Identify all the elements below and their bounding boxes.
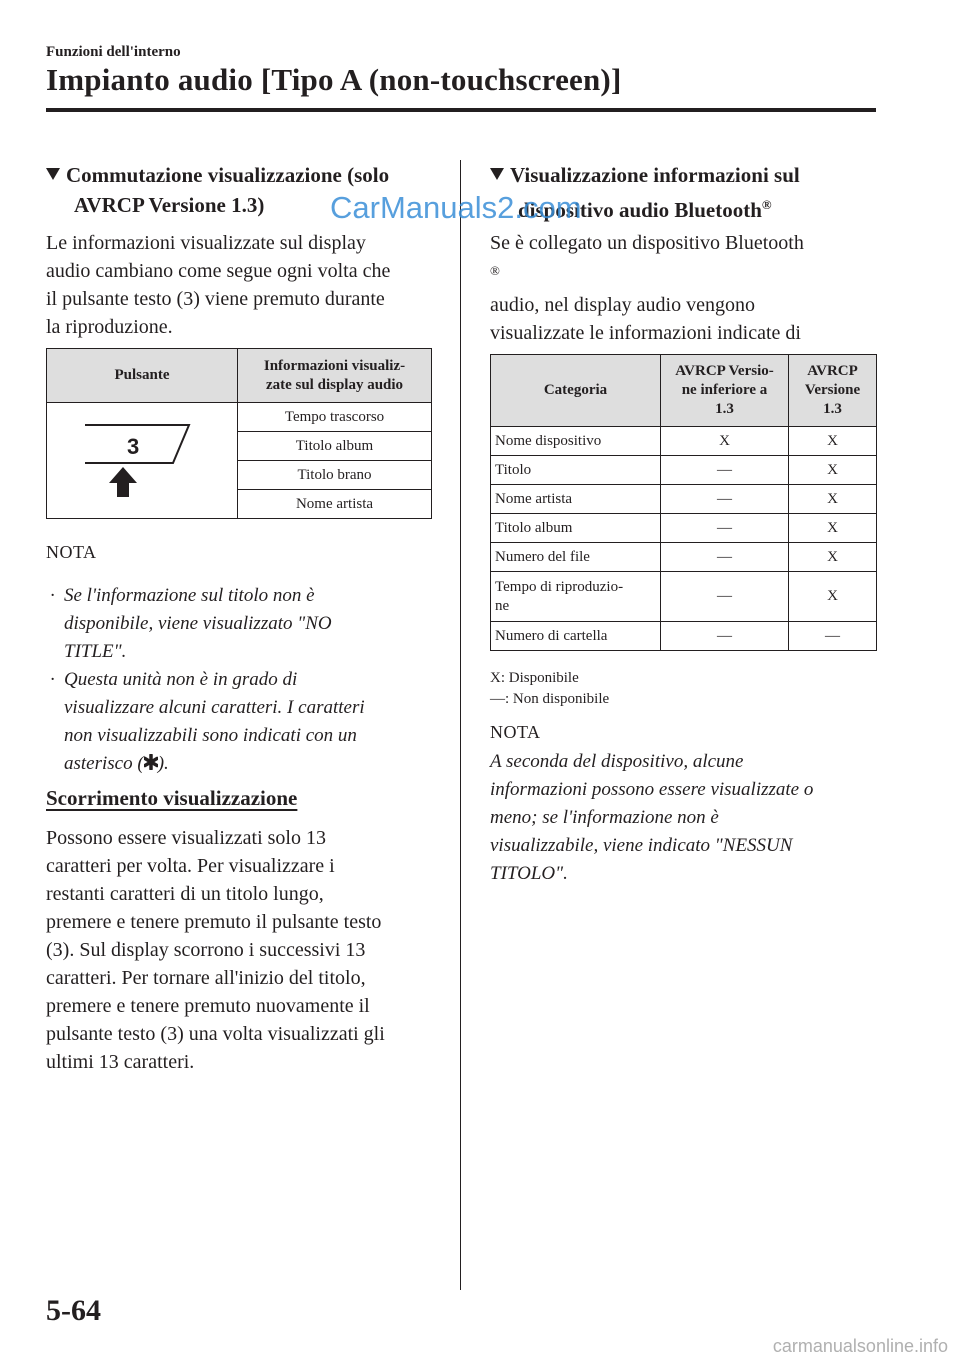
button-illustration-cell [47, 403, 238, 519]
table-cell: — [661, 456, 789, 485]
scroll-text-line: restanti caratteri di un titolo lungo, [46, 883, 324, 905]
table-cell-category: Nome dispositivo [491, 427, 661, 456]
title-rule [46, 108, 876, 112]
scroll-text-line: premere e tenere premuto il pulsante testo [46, 911, 382, 933]
right-intro-line: visualizzate le informazioni indicate di [490, 321, 801, 344]
scroll-text [46, 824, 385, 1076]
right-intro-line [490, 229, 804, 291]
left-intro-line: Le informazioni visualizzate sul display [46, 232, 366, 254]
table-cell: X [789, 485, 877, 514]
table-row [491, 514, 877, 543]
scroll-text-line: caratteri. Per tornare all'inizio del titolo, [46, 967, 366, 989]
nota-line: Se l'informazione sul titolo non è [64, 585, 315, 606]
nota-line: disponibile, viene visualizzato "NO [64, 613, 332, 634]
table-cell: X [789, 427, 877, 456]
scroll-text-line: caratteri per volta. Per visualizzare i [46, 855, 335, 877]
right-intro-line: audio, nel display audio vengono [490, 293, 755, 316]
table-row: Nome artista [238, 490, 432, 519]
nota-line: TITOLO". [490, 863, 568, 884]
right-heading-line1: Visualizzazione informazioni sul [510, 163, 800, 187]
category-line: ne [495, 597, 510, 614]
table-cell: — [661, 485, 789, 514]
asterisk-icon [144, 754, 158, 770]
nota-line [64, 750, 365, 778]
table-cell: X [661, 427, 789, 456]
table-cell: X [789, 456, 877, 485]
table-row [491, 485, 877, 514]
header-line: ne inferiore a [681, 382, 768, 398]
table-legend [490, 668, 609, 710]
header-avrcp-lower [661, 355, 789, 427]
nota-line: Questa unità non è in grado di [64, 669, 298, 690]
nota-bullet-item [46, 666, 365, 778]
table-row [491, 427, 877, 456]
table-cell: X [789, 543, 877, 572]
triangle-bullet-icon [490, 168, 504, 180]
bullet-dot-icon: · [50, 585, 55, 606]
header-avrcp-13 [789, 355, 877, 427]
header-line: 1.3 [715, 401, 734, 417]
text-button-3-icon [77, 413, 207, 503]
nota-line-text: asterisco ( [64, 753, 144, 774]
left-intro [46, 229, 390, 341]
page-number: 5-64 [46, 1294, 101, 1327]
table-row: Tempo trascorso [238, 403, 432, 432]
registered-mark: ® [490, 263, 500, 278]
table-cell: — [661, 514, 789, 543]
footer-watermark: carmanualsonline.info [772, 1336, 948, 1356]
table-cell-category [491, 572, 661, 622]
table-cell-category: Nome artista [491, 485, 661, 514]
section-label: Funzioni dell'interno [46, 44, 181, 60]
left-nota-label: NOTA [46, 542, 97, 562]
header-line: AVRCP Versio- [675, 363, 774, 379]
table-row [491, 543, 877, 572]
scroll-text-line: ultimi 13 caratteri. [46, 1051, 195, 1073]
table-cell-category: Titolo [491, 456, 661, 485]
left-intro-line: la riproduzione. [46, 316, 173, 338]
legend-item: —: Non disponibile [490, 691, 610, 707]
left-intro-line: il pulsante testo (3) viene premuto durante [46, 288, 385, 310]
header-line: AVRCP [807, 363, 858, 379]
header-informazioni [238, 349, 432, 403]
table-row [491, 622, 877, 651]
left-heading-line2: AVRCP Versione 1.3) [74, 193, 265, 217]
table-row [491, 456, 877, 485]
header-informazioni-line2: zate sul display audio [265, 376, 404, 393]
left-heading-line1: Commutazione visualizzazione (solo [66, 163, 390, 187]
nota-line-end: ). [157, 753, 169, 774]
display-switch-table [46, 348, 432, 519]
table-cell: X [789, 572, 877, 622]
right-intro [490, 229, 804, 375]
table-row: Titolo brano [238, 461, 432, 490]
table-row [491, 572, 877, 622]
legend-item: X: Disponibile [490, 670, 579, 686]
table-cell: — [661, 572, 789, 622]
nota-bullet-item [46, 582, 365, 666]
triangle-bullet-icon [46, 168, 60, 180]
table-cell-category: Numero di cartella [491, 622, 661, 651]
scroll-text-line: Possono essere visualizzati solo 13 [46, 827, 326, 849]
bluetooth-info-table [490, 354, 877, 651]
scroll-subheading: Scorrimento visualizzazione [46, 786, 298, 810]
scroll-text-line: pulsante testo (3) una volta visualizzati gli [46, 1023, 385, 1045]
right-nota-text [490, 748, 813, 888]
carmanuals-watermark: CarManuals2.com [330, 190, 582, 225]
nota-line: non visualizzabili sono indicati con un [64, 725, 357, 746]
header-line: Versione [804, 382, 861, 398]
header-line: 1.3 [823, 401, 842, 417]
registered-mark: ® [761, 197, 772, 212]
category-line: Tempo di riproduzio- [495, 578, 624, 595]
table-cell: — [661, 543, 789, 572]
table-cell: X [789, 514, 877, 543]
nota-line: visualizzabile, viene indicato "NESSUN [490, 835, 793, 856]
button-number: 3 [127, 433, 140, 459]
header-informazioni-line1: Informazioni visualiz- [263, 357, 406, 374]
nota-line: informazioni possono essere visualizzate o [490, 779, 814, 800]
column-divider [460, 160, 461, 1290]
page-title: Impianto audio [Tipo A (non-touchscreen)] [46, 62, 622, 97]
nota-line: visualizzare alcuni caratteri. I caratteri [64, 697, 365, 718]
bullet-dot-icon: · [50, 669, 55, 690]
header-pulsante: Pulsante [47, 349, 238, 403]
scroll-text-line: (3). Sul display scorrono i successivi 13 [46, 939, 366, 961]
table-row: Titolo album [238, 432, 432, 461]
table-cell: — [661, 622, 789, 651]
right-heading-line2: dispositivo audio Bluetooth [518, 198, 762, 222]
table-cell: — [789, 622, 877, 651]
table-cell-category: Titolo album [491, 514, 661, 543]
header-categoria: Categoria [491, 355, 661, 427]
nota-line: meno; se l'informazione non è [490, 807, 719, 828]
nota-line: TITLE". [64, 641, 127, 662]
scroll-text-line: premere e tenere premuto nuovamente il [46, 995, 370, 1017]
table-cell-category: Numero del file [491, 543, 661, 572]
left-nota-list [46, 582, 365, 778]
right-nota-label: NOTA [490, 722, 541, 742]
right-intro-line1: Se è collegato un dispositivo Bluetooth [490, 232, 804, 254]
nota-line: A seconda del dispositivo, alcune [490, 751, 744, 772]
left-intro-line: audio cambiano come segue ogni volta che [46, 260, 391, 282]
